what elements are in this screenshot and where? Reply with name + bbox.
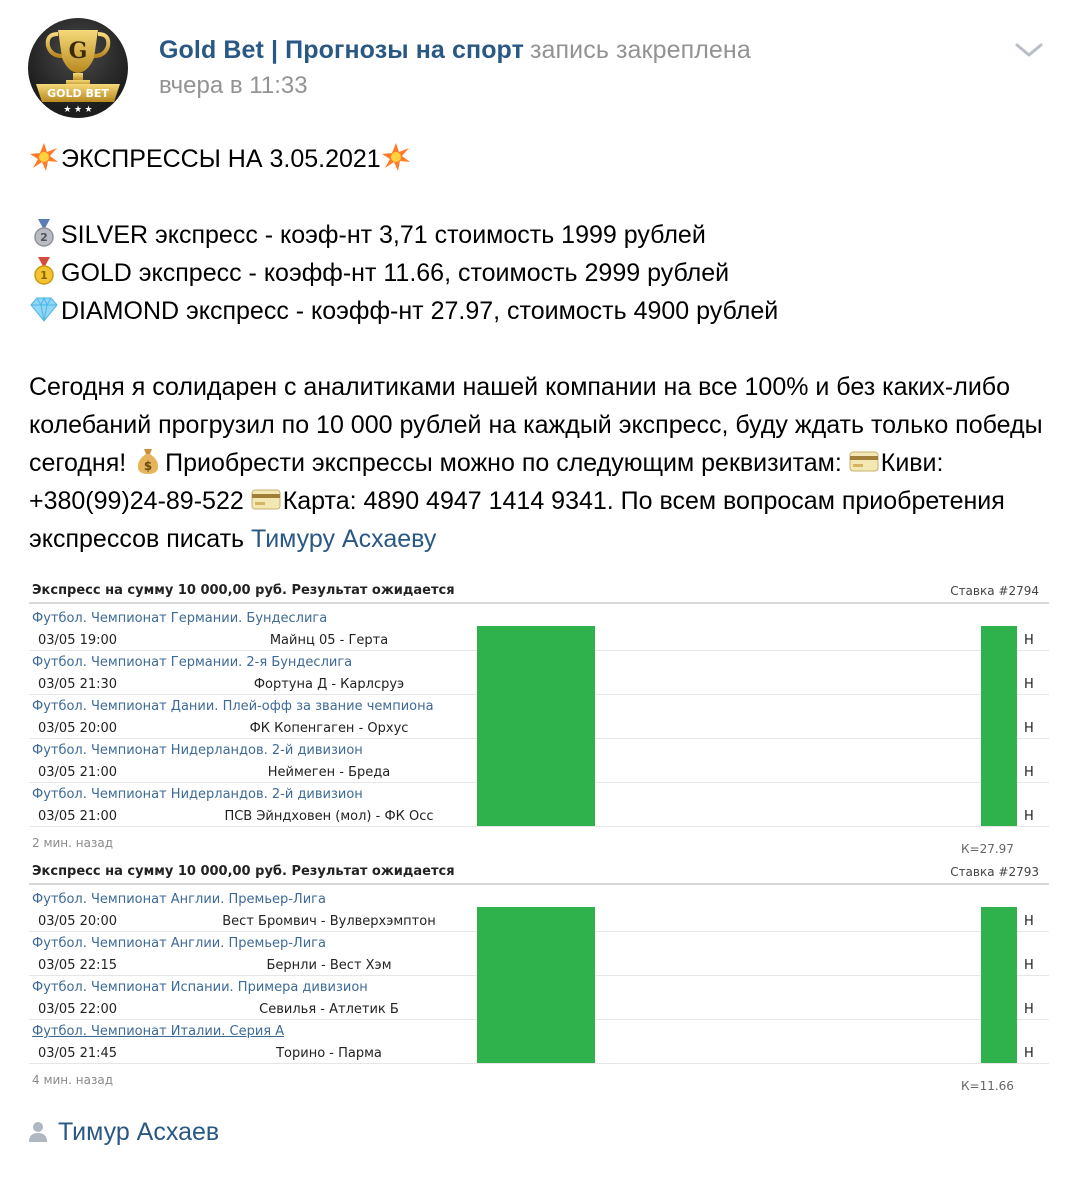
league-row: Футбол. Чемпионат Италии. Серия А [32, 1024, 285, 1039]
match-row: 03/05 21:00 ПСВ Эйндховен (мол) - ФК Осс Н [29, 805, 1049, 827]
match-row: 03/05 20:00 ФК Копенгаген - Орхус Н [29, 717, 1049, 739]
slip-time-ago: 4 мин. назад [32, 1073, 114, 1087]
league-row: Футбол. Чемпионат Германии. 2-я Бундеслига [32, 655, 353, 670]
svg-text:★ ★ ★: ★ ★ ★ [63, 104, 93, 114]
slip-title: Экспресс на сумму 10 000,00 руб. Результат ожидается [32, 864, 455, 879]
diamond-icon [29, 294, 59, 324]
logo-text: GOLD BET [47, 87, 109, 100]
league-row: Футбол. Чемпионат Испании. Примера дивизион [32, 980, 368, 995]
svg-text:2: 2 [40, 231, 48, 244]
chevron-down-icon[interactable] [1012, 38, 1046, 62]
signer-name[interactable]: Тимур Асхаев [58, 1118, 220, 1146]
express-line-silver: 2 SILVER экспресс - коэф-нт 3,71 стоимость 1999 рублей [29, 216, 778, 254]
post-author-line [159, 36, 751, 65]
slip-coefficient: К=11.66 [961, 1079, 1014, 1093]
svg-text:$: $ [143, 459, 153, 473]
headline-text: ЭКСПРЕССЫ НА 3.05.2021 [61, 145, 381, 173]
match-row: 03/05 21:30 Фортуна Д - Карлсруэ Н [29, 673, 1049, 695]
slip-stake: Ставка #2794 [950, 584, 1039, 598]
league-row: Футбол. Чемпионат Англии. Премьер-Лига [32, 936, 326, 951]
match-row: 03/05 19:00 Майнц 05 - Герта Н [29, 629, 1049, 651]
green-cover-block [981, 907, 1017, 1063]
express-line-gold: 1 GOLD экспресс - коэфф-нт 11.66, стоимость 2999 рублей [29, 254, 778, 292]
slip-header [29, 578, 1049, 604]
slip-coefficient: К=27.97 [961, 842, 1014, 856]
slip-stake: Ставка #2793 [950, 865, 1039, 879]
league-row: Футбол. Чемпионат Нидерландов. 2-й дивизион [32, 787, 363, 802]
collision-icon [381, 142, 411, 172]
league-row: Футбол. Чемпионат Нидерландов. 2-й дивизион [32, 743, 363, 758]
pinned-label: запись закреплена [529, 36, 751, 64]
league-row: Футбол. Чемпионат Англии. Премьер-Лига [32, 892, 326, 907]
green-cover-block [981, 626, 1017, 826]
money-bag-icon [133, 446, 163, 476]
match-row: 03/05 21:00 Неймеген - Бреда Н [29, 761, 1049, 783]
green-cover-block [477, 626, 595, 826]
gold-cup-logo-icon [28, 18, 128, 118]
slip-header [29, 859, 1049, 885]
gold-medal-icon [29, 256, 59, 286]
slip-time-ago: 2 мин. назад [32, 836, 114, 850]
avatar[interactable] [28, 18, 128, 118]
post-paragraph: Сегодня я солидарен с аналитиками нашей компании на все 100% и без каких-либо колебаний прогрузил по 10 000 рублей на каждый экспресс, буду ждать только победы сегодня! $ Приобрести экспрессы можно по следующим реквизитам: Киви: +380(99)24-89-522 Карта: 4890 4947 1414 9341. По всем вопросам приобретения экспрессов писать Тимуру Асхаеву [29, 373, 1043, 553]
bet-slips-image[interactable] [29, 578, 1051, 1098]
post-time[interactable]: вчера в 11:33 [159, 72, 308, 99]
match-row: 03/05 20:00 Вест Бромвич - Вулверхэмптон Н [29, 910, 1049, 932]
credit-card-icon [849, 446, 879, 476]
match-row: 03/05 22:15 Бернли - Вест Хэм Н [29, 954, 1049, 976]
express-line-diamond: DIAMOND экспресс - коэфф-нт 27.97, стоимость 4900 рублей [29, 292, 778, 330]
league-row: Футбол. Чемпионат Германии. Бундеслига [32, 611, 328, 626]
silver-medal-icon [29, 218, 59, 248]
credit-card-icon [251, 484, 281, 514]
match-row: 03/05 21:45 Торино - Парма Н [29, 1042, 1049, 1064]
green-cover-block [477, 907, 595, 1063]
svg-text:G: G [68, 38, 88, 64]
svg-text:1: 1 [40, 269, 48, 282]
slip-title: Экспресс на сумму 10 000,00 руб. Результат ожидается [32, 583, 455, 598]
post-signer[interactable] [28, 1118, 219, 1147]
collision-icon [29, 142, 59, 172]
person-icon [28, 1121, 48, 1143]
headline [29, 140, 413, 178]
express-list [29, 216, 778, 330]
author-link[interactable]: Gold Bet | Прогнозы на спорт [159, 36, 524, 64]
league-row: Футбол. Чемпионат Дании. Плей-офф за звание чемпиона [32, 699, 434, 714]
contact-link[interactable]: Тимуру Асхаеву [251, 525, 437, 553]
match-row: 03/05 22:00 Севилья - Атлетик Б Н [29, 998, 1049, 1020]
